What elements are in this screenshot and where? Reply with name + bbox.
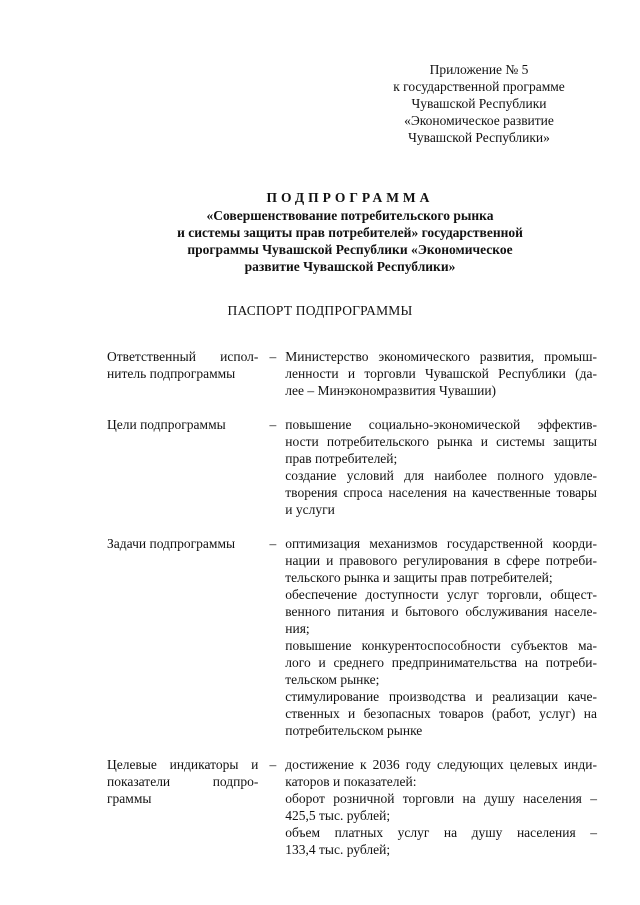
label-line: граммы bbox=[107, 791, 152, 806]
subprogram-title bbox=[120, 189, 580, 275]
value-line: повышение конкурентоспособности субъектов ма- bbox=[285, 638, 597, 653]
title-line: и системы защиты прав потребителей» государственной bbox=[177, 225, 523, 240]
passport-row-goals bbox=[107, 416, 597, 518]
row-dash: – bbox=[269, 417, 277, 432]
value-line: ности потребительского рынка и системы защиты bbox=[285, 434, 597, 449]
row-value bbox=[285, 416, 597, 518]
label-line: Цели подпрограммы bbox=[107, 417, 226, 432]
row-value bbox=[285, 535, 597, 739]
label-line: показатели подпро- bbox=[107, 774, 259, 789]
appendix-line: «Экономическое развитие bbox=[404, 113, 554, 128]
label-line: Задачи подпрограммы bbox=[107, 536, 236, 551]
passport-table bbox=[107, 348, 597, 858]
appendix-line: Чувашской Республики bbox=[411, 96, 547, 111]
value-line: венного питания и бытового обслуживания населе- bbox=[285, 604, 597, 619]
value-line: творения спроса населения на качественные товары bbox=[285, 485, 597, 500]
label-line: Ответственный испол- bbox=[107, 349, 259, 364]
value-line: каторов и показателей: bbox=[285, 774, 417, 789]
value-line: нации и правового регулирования в сфере потреби- bbox=[285, 553, 597, 568]
value-line: ния; bbox=[285, 621, 310, 636]
row-label bbox=[107, 535, 258, 552]
value-line: обеспечение доступности услуг торговли, общест- bbox=[285, 587, 597, 602]
value-line: оборот розничной торговли на душу населения – bbox=[285, 791, 597, 806]
row-label bbox=[107, 756, 258, 807]
title-line: «Совершенствование потребительского рынка bbox=[206, 208, 494, 223]
value-line: ленности и торговли Чувашской Республики (да- bbox=[285, 366, 597, 381]
label-line: Целевые индикаторы и bbox=[107, 757, 259, 772]
row-value bbox=[285, 348, 597, 399]
value-line: и услуги bbox=[285, 502, 335, 517]
value-line: достижение к 2036 году следующих целевых инди- bbox=[285, 757, 597, 772]
row-label bbox=[107, 416, 258, 433]
value-line: стимулирование производства и реализации каче- bbox=[285, 689, 597, 704]
subprogram-heading: ПОДПРОГРАММА bbox=[266, 190, 434, 205]
value-line: ственных и безопасных товаров (работ, услуг) на bbox=[285, 706, 597, 721]
passport-row-tasks bbox=[107, 535, 597, 739]
value-line: Министерство экономического развития, промыш- bbox=[285, 349, 597, 364]
value-line: создание условий для наиболее полного удовле- bbox=[285, 468, 597, 483]
row-dash: – bbox=[269, 757, 277, 772]
title-line: программы Чувашской Республики «Экономическое bbox=[187, 242, 513, 257]
value-line: тельском рынке; bbox=[285, 672, 380, 687]
appendix-line: Чувашской Республики» bbox=[408, 130, 550, 145]
value-line: оптимизация механизмов государственной коорди- bbox=[285, 536, 597, 551]
row-value bbox=[285, 756, 597, 858]
label-line: нитель подпрограммы bbox=[107, 366, 236, 381]
appendix-line: Приложение № 5 bbox=[429, 62, 529, 77]
value-line: лого и среднего предпринимательства на потреби- bbox=[285, 655, 597, 670]
passport-title: ПАСПОРТ ПОДПРОГРАММЫ bbox=[227, 303, 413, 318]
value-line: 133,4 тыс. рублей; bbox=[285, 842, 391, 857]
passport-row-responsible bbox=[107, 348, 597, 399]
row-label bbox=[107, 348, 258, 382]
appendix-note bbox=[364, 61, 594, 146]
row-dash: – bbox=[269, 349, 277, 364]
value-line: тельского рынка и защиты прав потребителей; bbox=[285, 570, 553, 585]
value-line: прав потребителей; bbox=[285, 451, 398, 466]
value-line: потребительском рынке bbox=[285, 723, 423, 738]
row-dash: – bbox=[269, 536, 277, 551]
title-line: развитие Чувашской Республики» bbox=[244, 259, 456, 274]
value-line: повышение социально-экономической эффектив- bbox=[285, 417, 597, 432]
value-line: объем платных услуг на душу населения – bbox=[285, 825, 597, 840]
appendix-line: к государственной программе bbox=[393, 79, 565, 94]
value-line: 425,5 тыс. рублей; bbox=[285, 808, 391, 823]
value-line: лее – Минэкономразвития Чувашии) bbox=[285, 383, 497, 398]
passport-row-indicators bbox=[107, 756, 597, 858]
